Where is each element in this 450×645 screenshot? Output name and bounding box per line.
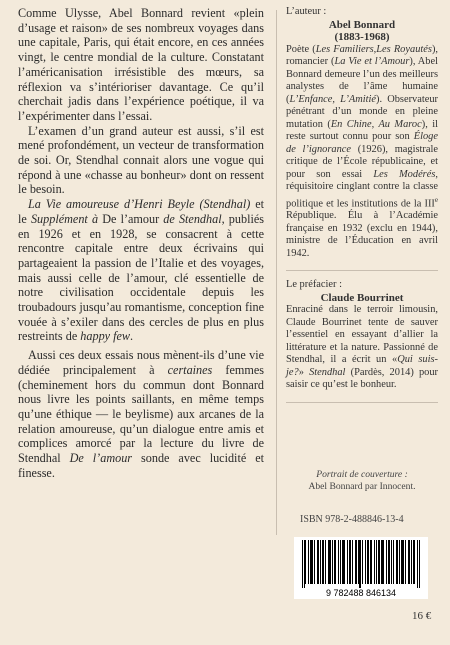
barcode-bar bbox=[376, 540, 377, 584]
barcode-digits: 9 782488 846134 bbox=[325, 588, 397, 598]
barcode-bar bbox=[360, 540, 361, 588]
barcode-bar bbox=[362, 540, 363, 584]
barcode-bar bbox=[370, 540, 371, 584]
barcode-bar bbox=[335, 540, 336, 584]
barcode-bar bbox=[396, 540, 397, 584]
isbn: ISBN 978-2-488846-13-4 bbox=[300, 514, 404, 525]
barcode-bar bbox=[332, 540, 333, 584]
prefacer-name: Claude Bourrinet bbox=[320, 291, 404, 304]
barcode-bar bbox=[344, 540, 345, 584]
barcode-bar bbox=[402, 540, 403, 584]
barcode-bar bbox=[302, 540, 303, 588]
barcode-bar bbox=[381, 540, 382, 584]
barcode-bar bbox=[318, 540, 319, 584]
barcode-bar bbox=[389, 540, 390, 584]
paragraph-3: La Vie amoureuse d’Henri Beyle (Stendhal) et le Supplément à De l’amour de Stendhal, publiés en 1926 et en 1928, se consacrent à cette rencontre capitale entre deux écrivains qui partageaient la passion de l’Italie et des voyages, mais aussi celle de l’amour, clé essentielle de notre civilisation occidentale depuis les troubadours jusqu’au romantisme, conception fine vouée à s’exiler dans des cercles de plus en plus restreints de happy few. bbox=[18, 197, 265, 344]
author-dates: (1883-1968) bbox=[334, 31, 390, 43]
barcode-bar bbox=[328, 540, 329, 584]
prefacer-section bbox=[286, 279, 438, 392]
price: 16 € bbox=[412, 610, 432, 622]
barcode-bar bbox=[388, 540, 389, 584]
prefacer-label: Le préfacier : bbox=[286, 279, 342, 291]
barcode-bar bbox=[349, 540, 350, 584]
barcode-bar bbox=[323, 540, 324, 584]
barcode-bar bbox=[378, 540, 379, 584]
barcode-bar bbox=[356, 540, 357, 584]
barcode-bar bbox=[308, 540, 309, 584]
author-label: L’auteur : bbox=[286, 6, 327, 17]
barcode-bar bbox=[391, 540, 392, 584]
barcode-bar bbox=[379, 540, 380, 584]
barcode-bar bbox=[359, 540, 360, 588]
main-text bbox=[18, 6, 264, 481]
barcode-bar bbox=[311, 540, 312, 584]
barcode-bar bbox=[374, 540, 375, 584]
barcode-bar bbox=[330, 540, 331, 584]
author-name: Abel Bonnard bbox=[328, 18, 396, 31]
barcode-bar bbox=[382, 540, 383, 584]
barcode-bar bbox=[343, 540, 344, 584]
barcode-bar bbox=[393, 540, 394, 584]
barcode-bar bbox=[342, 540, 343, 584]
book-title-supplement: Supplément à bbox=[30, 211, 99, 226]
column-divider bbox=[276, 10, 277, 535]
barcode-bar bbox=[352, 540, 353, 584]
barcode-bar bbox=[419, 540, 420, 588]
barcode-bar bbox=[401, 540, 402, 584]
barcode-bar bbox=[367, 540, 368, 584]
barcode-bar bbox=[334, 540, 335, 584]
section-divider-2 bbox=[286, 402, 438, 403]
barcode-bar bbox=[304, 540, 305, 588]
paragraph-1: Comme Ulysse, Abel Bonnard revient «plein d’usage et raison» de ses nombreux voyages dans une capitale, Paris, qui était encore, en ces années vingt, le centre mondial de la culture. Constatant l’américanisation irrésistible des mœurs, sa réflexion va s’intérioriser davantage. Ce qu’il cherchait jadis dans l’expérience poétique, il va l’expérimenter dans l’essai. bbox=[18, 6, 264, 123]
barcode-bar bbox=[397, 540, 398, 584]
barcode-bar bbox=[386, 540, 387, 584]
barcode-bar bbox=[312, 540, 313, 584]
barcode-bar bbox=[320, 540, 321, 584]
barcode-bar bbox=[405, 540, 406, 584]
barcode-bar bbox=[365, 540, 366, 584]
barcode-bar bbox=[358, 540, 359, 584]
barcode-bar bbox=[338, 540, 339, 584]
barcode-bar bbox=[413, 540, 414, 584]
barcode-bar bbox=[314, 540, 315, 584]
barcode-bar bbox=[417, 540, 418, 588]
barcode-bar bbox=[340, 540, 341, 584]
barcode-bar bbox=[371, 540, 372, 584]
barcode-bar bbox=[329, 540, 330, 584]
paragraph-4: Aussi ces deux essais nous mènent-ils d’une vie dédiée principalement à certaines femmes (cheminement hors du commun dont Bonnard nous livre les points saillants, en même temps qu’une éthique — le beylisme) aux arcanes de la relation amoureuse, qu’un dialogue entre amis et complices amorcé par la lecture du livre de Stendhal De l’amour sonde avec lucidité et finesse. bbox=[18, 348, 264, 480]
barcode-bar bbox=[350, 540, 351, 584]
barcode-bar bbox=[317, 540, 318, 584]
barcode-bar bbox=[310, 540, 311, 584]
side-column bbox=[286, 6, 438, 403]
cover-credit bbox=[286, 469, 438, 493]
prefacer-bio: Enraciné dans le terroir limousin, Claude Bourrinet tente de sauver l’essentiel en essayant d’allier la littérature et la nature. Passionné de Stendhal, il a écrit un «Qui suis-je?» Stendhal (Pardès, 2014) pour saisir ce qu’est le bonheur. bbox=[286, 304, 439, 391]
paragraph-2: L’examen d’un grand auteur est aussi, s’il est mené profondément, un vecteur de transformation de soi. Or, Stendhal connait alors une vogue qui répond à une «chasse au bonheur» dont on ressent le besoin. bbox=[18, 123, 264, 197]
barcode-bar bbox=[383, 540, 384, 584]
author-bio: Poète (Les Familiers,Les Royautés), romancier (La Vie et l’Amour), Abel Bonnard demeure l’un des meilleurs analystes de l’âme humaine (L’Enfance, L’Amitié). Observateur pénétrant d’un monde en pleine mutation (En Chine, Au Maroc), il reste surtout connu pour son Éloge de l’ignorance (1926), magistrale critique de l’École républicaine, et pour son essai Les Modérés, réquisitoire cinglant contre la classe politique et les institutions de la IIIe République. Élu à l’Académie française en 1932 (exclu en 1944), ministre de l’Éducation en avril 1942. bbox=[286, 43, 438, 259]
barcode-bar bbox=[408, 540, 409, 584]
barcode-bar bbox=[325, 540, 326, 584]
barcode-bar bbox=[411, 540, 412, 584]
section-divider bbox=[286, 270, 438, 271]
barcode-bar bbox=[403, 540, 404, 584]
barcode-bar bbox=[355, 540, 356, 584]
barcode-bar bbox=[399, 540, 400, 584]
barcode-bar bbox=[368, 540, 369, 584]
barcode-bar bbox=[414, 540, 415, 584]
barcode-bar bbox=[409, 540, 410, 584]
barcode-bar bbox=[322, 540, 323, 584]
cover-credit-text: Abel Bonnard par Innocent. bbox=[308, 481, 416, 492]
barcode-bar bbox=[305, 540, 306, 584]
cover-credit-label: Portrait de couverture : bbox=[316, 469, 408, 480]
barcode-bar bbox=[347, 540, 348, 584]
book-title-vie-amoureuse: La Vie amoureuse d’Henri Beyle (Stendhal) bbox=[28, 197, 251, 212]
barcode bbox=[294, 537, 428, 599]
